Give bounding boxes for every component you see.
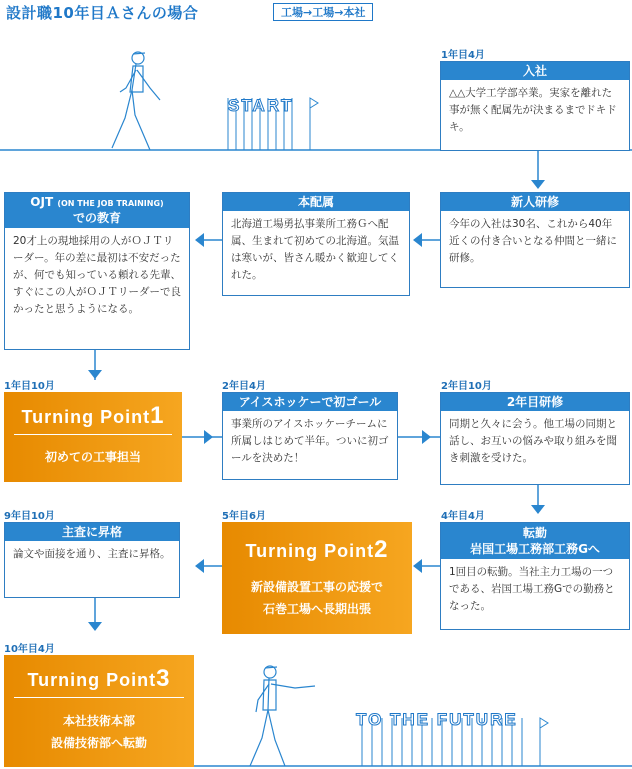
- arrow-left-icon: [195, 233, 204, 247]
- step-kenshu: [440, 192, 630, 288]
- step-date: 9年目10月: [4, 511, 55, 522]
- walking-person-icon: [112, 52, 160, 150]
- step-body: 今年の入社は30名、これから40年近くの付き合いとなる仲間と一緒に研修。: [449, 218, 617, 264]
- arrow-left-icon: [413, 233, 422, 247]
- step-date: 1年目10月: [4, 381, 55, 392]
- tp-head-text: Turning Point: [27, 670, 157, 690]
- future-flag-icon: [540, 718, 548, 728]
- step-nyusha: [440, 61, 630, 151]
- arrow-down-icon: [531, 180, 545, 189]
- ojt-title-line2: での教育: [72, 211, 121, 225]
- tp-number: 2: [374, 536, 389, 563]
- step-title: アイスホッケーで初ゴール: [223, 393, 397, 411]
- arrow-left-icon: [413, 559, 422, 573]
- page-title: 設計職10年目Ａさんの場合: [6, 4, 199, 22]
- arrow-down-icon: [88, 622, 102, 631]
- tp-body: [222, 576, 412, 620]
- step-title: [5, 193, 189, 228]
- tp-divider: [14, 434, 172, 435]
- turning-point-3: [4, 655, 194, 767]
- step-body: 事業所のアイスホッケーチームに所属しはじめて半年。ついに初ゴールを決めた！: [231, 418, 389, 464]
- step-title: 入社: [441, 62, 629, 80]
- career-route-badge: 工場→工場→本社: [273, 3, 373, 21]
- future-label: TO THE FUTURE: [356, 710, 518, 729]
- tp-title: [222, 522, 412, 564]
- ojt-title-main: OJT: [30, 195, 54, 209]
- ojt-title-sub: (ON THE JOB TRAINING): [57, 199, 164, 208]
- step-body: 論文や面接を通り、主査に昇格。: [13, 548, 171, 560]
- step-title: 2年目研修: [441, 393, 629, 411]
- step-title: 本配属: [223, 193, 409, 211]
- pointing-person-icon: [250, 666, 315, 766]
- step-title: 新人研修: [441, 193, 629, 211]
- step-date: 2年目10月: [441, 381, 492, 392]
- step-body: 北海道工場勇払事業所工務Ｇへ配属、生まれて初めての北海道。気温は寒いが、皆さん暖かく歓迎してくれた。: [231, 218, 399, 281]
- arrow-down-icon: [88, 370, 102, 379]
- turning-point-1: [4, 392, 182, 482]
- tp-body-line1: 本社技術本部: [62, 714, 135, 728]
- tp-body-line2: 石巻工場へ長期出張: [262, 602, 371, 616]
- tp-head-text: Turning Point: [21, 407, 151, 427]
- step-date: 4年目4月: [441, 511, 485, 522]
- tp-body-line2: 設備技術部へ転勤: [50, 736, 147, 750]
- tp-title: [4, 392, 182, 430]
- tp-divider: [14, 697, 184, 698]
- tp-body: [4, 710, 194, 754]
- step-date: 10年目4月: [4, 644, 55, 655]
- step-title: 主査に昇格: [5, 523, 179, 541]
- start-flag-icon: [310, 98, 318, 108]
- tp-title: [4, 655, 194, 693]
- step-date: 2年目4月: [222, 381, 266, 392]
- step-date: 1年目4月: [441, 50, 485, 61]
- tp-number: 1: [150, 402, 165, 429]
- arrow-down-icon: [531, 505, 545, 514]
- step-body: 1回目の転勤。当社主力工場の一つである、岩国工場工務Gでの勤務となった。: [449, 566, 615, 612]
- step-body: 20才上の現地採用の人がＯＪＴリーダー。年の差に最初は不安だったが、何でも知っている頼れる先輩、すぐにこの人がＯＪＴリーダーで良かったと思うようになる。: [13, 235, 181, 315]
- step-ojt: [4, 192, 190, 350]
- turning-point-2: [222, 522, 412, 634]
- step-date: 5年目6月: [222, 511, 266, 522]
- arrow-left-icon: [195, 559, 204, 573]
- tp-body: 初めての工事担当: [44, 450, 141, 464]
- tenkin-title-line1: 転勤: [522, 526, 547, 540]
- step-title: [441, 523, 629, 559]
- step-body: 同期と久々に会う。他工場の同期と話し、お互いの悩みや取り組みを聞き刺激を受けた。: [449, 418, 617, 464]
- tp-head-text: Turning Point: [245, 541, 375, 561]
- arrow-right-icon: [204, 430, 213, 444]
- step-hockey: [222, 392, 398, 480]
- step-body: △△大学工学部卒業。実家を離れた事が無く配属先が決まるまでドキドキ。: [449, 87, 617, 133]
- tenkin-title-line2: 岩国工場工務部工務Gへ: [470, 542, 600, 556]
- step-kenshu2: [440, 392, 630, 485]
- step-shusa: [4, 522, 180, 598]
- arrow-right-icon: [422, 430, 431, 444]
- step-honhaizoku: [222, 192, 410, 296]
- start-label: START: [228, 96, 294, 115]
- tp-body-line1: 新設備設置工事の応援で: [250, 580, 383, 594]
- step-tenkin: [440, 522, 630, 630]
- tp-number: 3: [156, 665, 171, 692]
